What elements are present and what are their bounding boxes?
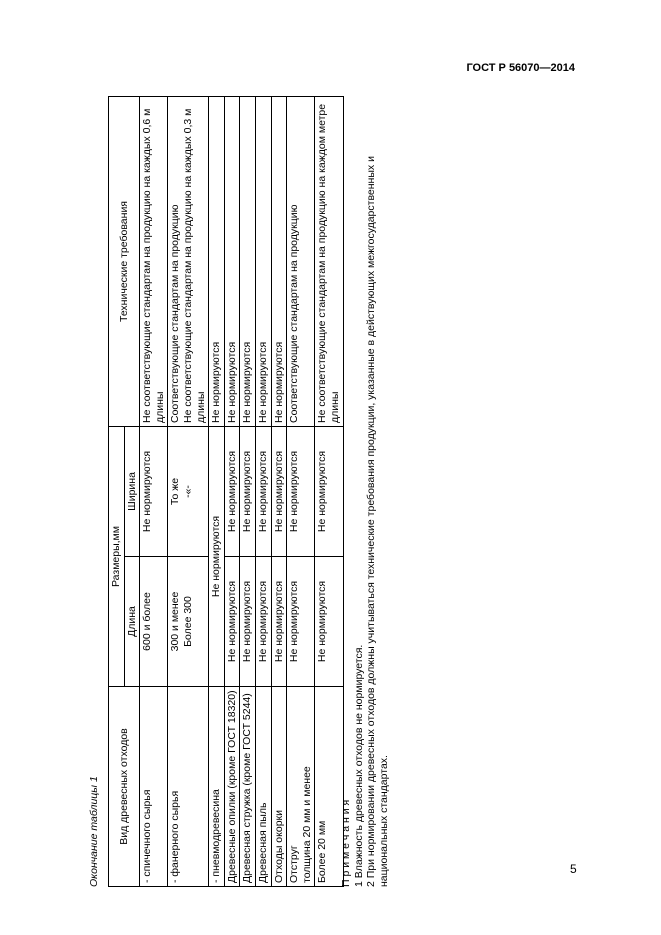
- table-row: [168, 97, 209, 887]
- table-caption: Окончание таблицы 1: [88, 776, 100, 887]
- table-notes: [340, 97, 390, 887]
- rotated-content: [88, 97, 418, 887]
- cell-length: Не нормируются: [224, 557, 240, 687]
- cell-width: Не нормируются: [315, 427, 343, 557]
- cell-type: Отходы окорки: [271, 687, 287, 887]
- cell-length: Не нормируются: [287, 557, 315, 687]
- cell-tech: Соответствующие стандартам на продукцию Не соответствующие стандартам на продукцию на каждых 0,3 м длины: [168, 97, 209, 427]
- waste-table: [108, 96, 344, 887]
- cell-type: Древесная пыль: [255, 687, 271, 887]
- cell-tech: Не нормируются: [209, 97, 225, 427]
- cell-length: Не нормируются: [271, 557, 287, 687]
- document-header: ГОСТ Р 56070—2014: [466, 62, 575, 74]
- cell-width: Не нормируются: [224, 427, 240, 557]
- table-row: [315, 97, 343, 887]
- col-sizes-header: Размеры,мм: [109, 427, 125, 687]
- cell-tech: Не нормируются: [224, 97, 240, 427]
- cell-type: Более 20 мм: [315, 687, 343, 887]
- table-row: [287, 97, 315, 887]
- page-number: 5: [570, 862, 577, 876]
- col-length-header: Длина: [124, 557, 140, 687]
- table-row: [209, 97, 225, 887]
- cell-tech: Не соответствующие стандартам на продукцию на каждом метре длины: [315, 97, 343, 427]
- note-1: 1 Влажность древесных отходов не нормируется.: [352, 644, 365, 887]
- cell-type: - пневмодревесина: [209, 687, 225, 887]
- cell-length: Не нормируются: [240, 557, 256, 687]
- cell-width: Не нормируются: [287, 427, 315, 557]
- cell-tech: Не нормируются: [271, 97, 287, 427]
- table-row: [224, 97, 240, 887]
- cell-tech: Не нормируются: [255, 97, 271, 427]
- cell-width: Не нормируются: [255, 427, 271, 557]
- cell-width: Не нормируются: [271, 427, 287, 557]
- cell-type: Отструг толщина 20 мм и менее: [287, 687, 315, 887]
- cell-length: Не нормируются: [315, 557, 343, 687]
- col-width-header: Ширина: [124, 427, 140, 557]
- cell-size: Не нормируются: [209, 427, 225, 687]
- note-2: 2 При нормировании древесных отходов должны учитываться технические требования продукции, указанные в действующих межгосударственных и национальных стандартах.: [365, 156, 390, 887]
- cell-type: Древесные опилки (кроме ГОСТ 18320): [224, 687, 240, 887]
- col-type-header: Вид древесных отходов: [109, 687, 140, 887]
- table-row: [140, 97, 168, 887]
- table-row: [255, 97, 271, 887]
- notes-title: П р и м е ч а н и я: [340, 799, 352, 887]
- cell-width: Не нормируются: [240, 427, 256, 557]
- cell-type: - фанерного сырья: [168, 687, 209, 887]
- cell-length: 600 и более: [140, 557, 168, 687]
- cell-width: То же -«-: [168, 427, 209, 557]
- cell-width: Не нормируются: [140, 427, 168, 557]
- cell-tech: Не нормируются: [240, 97, 256, 427]
- cell-type: - спичечного сырья: [140, 687, 168, 887]
- cell-type: Древесная стружка (кроме ГОСТ 5244): [240, 687, 256, 887]
- table-row: [271, 97, 287, 887]
- table-row: [240, 97, 256, 887]
- cell-tech: Соответствующие стандартам на продукцию: [287, 97, 315, 427]
- cell-length: Не нормируются: [255, 557, 271, 687]
- col-tech-header: Технические требования: [109, 97, 140, 427]
- cell-tech: Не соответствующие стандартам на продукцию на каждых 0,6 м длины: [140, 97, 168, 427]
- cell-length: 300 и менее Более 300: [168, 557, 209, 687]
